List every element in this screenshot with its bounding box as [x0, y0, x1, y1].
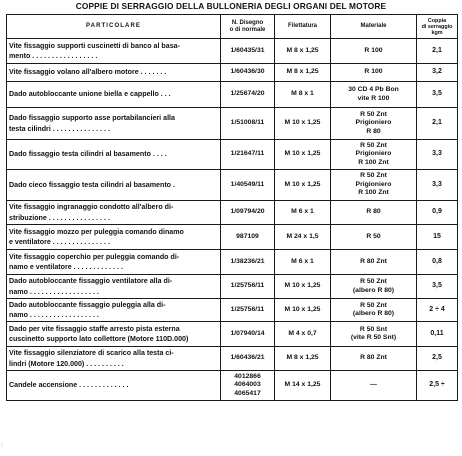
cell-code: 1/09794/20	[221, 201, 275, 225]
cell-material: R 50 Znt (albero R 80)	[331, 275, 417, 299]
cell-thread: M 24 x 1,5	[275, 225, 331, 250]
cell-part: Vite fissaggio coperchio per puleggia comando di- namo e ventilatore . . . . . . . . . . . . .	[7, 250, 221, 275]
header-material: Materiale	[331, 15, 417, 39]
cell-thread: M 8 x 1,25	[275, 39, 331, 64]
table-row	[7, 39, 458, 64]
cell-material: R 100	[331, 64, 417, 82]
cell-code: 1/07940/14	[221, 322, 275, 347]
cell-code: 1/60436/21	[221, 347, 275, 371]
cell-part: Vite fissaggio supporti cuscinetti di banco al basa- mento . . . . . . . . . . . . . . . . .	[7, 39, 221, 64]
scan-mark: ꜝ	[1, 445, 3, 452]
cell-torque: 2,1	[417, 39, 458, 64]
table-row	[7, 225, 458, 250]
cell-thread: M 8 x 1,25	[275, 347, 331, 371]
cell-material: R 50 Znt Prigioniero R 100 Znt	[331, 170, 417, 201]
table-row	[7, 250, 458, 275]
table-row	[7, 322, 458, 347]
table-row	[7, 108, 458, 140]
cell-part: Dado cieco fissaggio testa cilindri al basamento .	[7, 170, 221, 201]
table-row	[7, 275, 458, 299]
cell-torque: 15	[417, 225, 458, 250]
cell-part: Vite fissaggio mozzo per puleggia comando dinamo e ventilatore . . . . . . . . . . . . . . .	[7, 225, 221, 250]
cell-part: Dado autobloccante unione biella e cappello . . .	[7, 82, 221, 108]
cell-part: Vite fissaggio silenziatore di scarico alla testa ci- lindri (Motore 120.000) . . . . . . . . . .	[7, 347, 221, 371]
cell-material: R 50 Znt Prigioniero R 100 Znt	[331, 140, 417, 170]
cell-thread: M 8 x 1,25	[275, 64, 331, 82]
cell-thread: M 10 x 1,25	[275, 275, 331, 299]
cell-torque: 2,1	[417, 108, 458, 140]
table-row	[7, 201, 458, 225]
cell-torque: 3,5	[417, 82, 458, 108]
cell-torque: 3,3	[417, 140, 458, 170]
cell-material: R 80 Znt	[331, 347, 417, 371]
table-row	[7, 347, 458, 371]
cell-thread: M 4 x 0,7	[275, 322, 331, 347]
cell-code: 1/25756/11	[221, 299, 275, 322]
cell-code: 1/40549/11	[221, 170, 275, 201]
cell-material: R 50	[331, 225, 417, 250]
cell-part: Vite fissaggio volano all'albero motore . . . . . . .	[7, 64, 221, 82]
cell-torque: 0,9	[417, 201, 458, 225]
header-part: PARTICOLARE	[7, 15, 221, 39]
cell-torque: 0,11	[417, 322, 458, 347]
header-torque: Coppia di serraggio kgm	[417, 15, 458, 39]
table-row	[7, 82, 458, 108]
cell-thread: M 10 x 1,25	[275, 140, 331, 170]
cell-torque: 3,2	[417, 64, 458, 82]
cell-torque: 0,8	[417, 250, 458, 275]
cell-torque: 3,3	[417, 170, 458, 201]
page-title: COPPIE DI SERRAGGIO DELLA BULLONERIA DEGLI ORGANI DEL MOTORE	[75, 1, 387, 11]
cell-part: Dado autobloccante fissaggio ventilatore alla di- namo . . . . . . . . . . . . . . . . . .	[7, 275, 221, 299]
cell-material: R 100	[331, 39, 417, 64]
cell-thread: M 10 x 1,25	[275, 299, 331, 322]
cell-code: 1/60436/30	[221, 64, 275, 82]
cell-code: 1/21647/11	[221, 140, 275, 170]
cell-code: 1/60435/31	[221, 39, 275, 64]
cell-part: Vite fissaggio ingranaggio condotto all'albero di- stribuzione . . . . . . . . . . . . . . . .	[7, 201, 221, 225]
cell-thread: M 8 x 1	[275, 82, 331, 108]
table-header-row	[7, 15, 458, 39]
table-row	[7, 371, 458, 401]
cell-torque: 3,5	[417, 275, 458, 299]
cell-material: R 50 Snt (vite R 50 Snt)	[331, 322, 417, 347]
cell-material: —	[331, 371, 417, 401]
cell-material: R 80	[331, 201, 417, 225]
cell-torque: 2,5 ÷	[417, 371, 458, 401]
cell-code: 1/51008/11	[221, 108, 275, 140]
cell-thread: M 10 x 1,25	[275, 170, 331, 201]
cell-part: Dado per vite fissaggio staffe arresto pista esterna cuscinetto supporto lato collettore (Motore 110D.000)	[7, 322, 221, 347]
cell-thread: M 6 x 1	[275, 201, 331, 225]
cell-code: 1/25756/11	[221, 275, 275, 299]
header-thread: Filettatura	[275, 15, 331, 39]
cell-code: 987109	[221, 225, 275, 250]
cell-part: Dado fissaggio supporto asse portabilancieri alla testa cilindri . . . . . . . . . . . . . . .	[7, 108, 221, 140]
table-row	[7, 64, 458, 82]
table-row	[7, 170, 458, 201]
cell-material: R 80 Znt	[331, 250, 417, 275]
cell-thread: M 6 x 1	[275, 250, 331, 275]
cell-code: 1/38236/21	[221, 250, 275, 275]
cell-code: 4012866 4064003 4065417	[221, 371, 275, 401]
cell-torque: 2 ÷ 4	[417, 299, 458, 322]
cell-thread: M 10 x 1,25	[275, 108, 331, 140]
table-row	[7, 299, 458, 322]
cell-torque: 2,5	[417, 347, 458, 371]
header-code: N. Disegno o di normale	[221, 15, 275, 39]
cell-material: R 50 Znt (albero R 80)	[331, 299, 417, 322]
cell-thread: M 14 x 1,25	[275, 371, 331, 401]
cell-part: Dado autobloccante fissaggio puleggia alla di- namo . . . . . . . . . . . . . . . . . .	[7, 299, 221, 322]
table-row	[7, 140, 458, 170]
torque-specs-table	[6, 14, 458, 401]
cell-material: R 50 Znt Prigioniero R 80	[331, 108, 417, 140]
cell-code: 1/25674/20	[221, 82, 275, 108]
cell-part: Dado fissaggio testa cilindri al basamento . . . .	[7, 140, 221, 170]
cell-part: Candele accensione . . . . . . . . . . . . .	[7, 371, 221, 401]
cell-material: 30 CD 4 Pb Bon vite R 100	[331, 82, 417, 108]
